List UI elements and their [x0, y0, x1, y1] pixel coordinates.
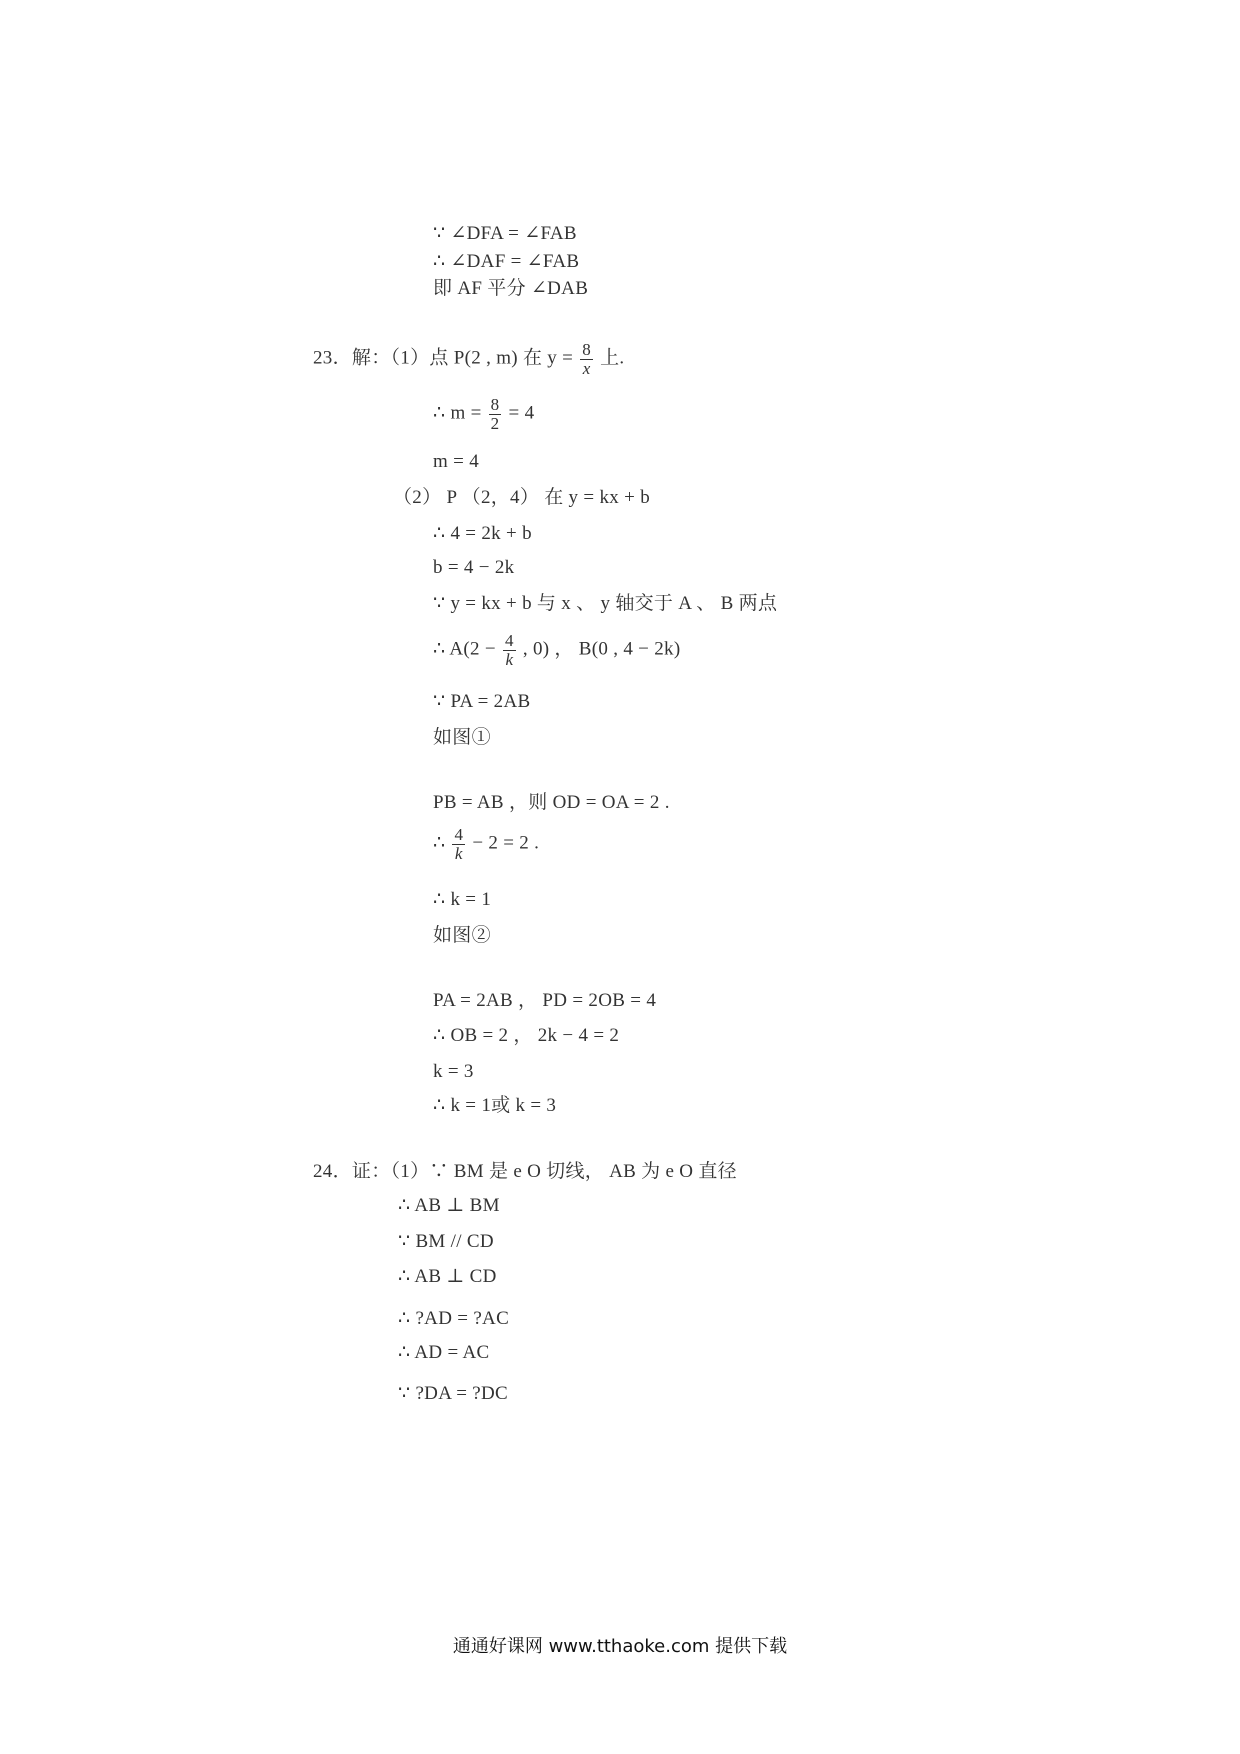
l11-fraction: [503, 632, 516, 669]
l5-pre: ∴ m =: [433, 402, 482, 424]
line-af-bisects-dab: 即 AF 平分 ∠DAB: [433, 278, 589, 299]
line-arc-ad-eq-ac: ∴ ?AD = ?AC: [398, 1308, 510, 1329]
line-m-eq-4: m = 4: [433, 451, 479, 472]
line-daf-eq-fab: ∴ ∠DAF = ∠FAB: [433, 251, 580, 272]
line-m-fraction: [433, 396, 534, 433]
q23-heading: [313, 341, 624, 378]
line-4-over-k: [433, 826, 539, 863]
line-k-conclusion: ∴ k = 1或 k = 3: [433, 1095, 557, 1116]
l15-frac-num: 4: [454, 825, 464, 844]
line-points-a-b: [433, 632, 680, 669]
l5-post: = 4: [508, 402, 535, 424]
q23-frac-den: x: [582, 358, 591, 378]
line-ab-perp-cd: ∴ AB ⊥ CD: [398, 1266, 497, 1287]
line-ab-perp-bm: ∴ AB ⊥ BM: [398, 1195, 500, 1216]
l11-frac-num: 4: [504, 631, 514, 650]
line-pa-pd: PA = 2AB ， PD = 2OB = 4: [433, 990, 657, 1011]
line-b-eq: b = 4 − 2k: [433, 557, 515, 578]
line-figure-1: 如图①: [433, 727, 491, 748]
line-ad-eq-ac: ∴ AD = AC: [398, 1342, 490, 1363]
l5-frac-num: 8: [490, 395, 500, 414]
q24-heading: 24．证：（1）∵ BM 是 e O 切线， AB 为 e O 直径: [313, 1161, 737, 1182]
line-bm-parallel-cd: ∵ BM // CD: [398, 1231, 494, 1252]
q23-part2: （2） P （2，4） 在 y = kx + b: [393, 487, 650, 508]
line-k-eq-1: ∴ k = 1: [433, 889, 492, 910]
l15-fraction: [452, 826, 465, 863]
l5-frac-den: 2: [490, 413, 500, 433]
q23-frac-num: 8: [582, 340, 592, 359]
l11-pre: ∴ A(2 −: [433, 638, 496, 660]
l11-post: , 0) ， B(0 , 4 − 2k): [522, 638, 681, 660]
line-dfa-eq-fab: ∵ ∠DFA = ∠FAB: [433, 223, 577, 244]
line-figure-2: 如图②: [433, 925, 491, 946]
line-pa-eq-2ab: ∵ PA = 2AB: [433, 691, 531, 712]
footer-credit: 通通好课网 www.tthaoke.com 提供下载: [452, 1636, 788, 1657]
q23-head-text: 23．解：（1）点 P(2 , m) 在 y =: [313, 347, 574, 369]
q23-tail: 上.: [600, 347, 625, 369]
q23-fraction: [580, 341, 593, 378]
line-pb-eq-ab: PB = AB ，则 OD = OA = 2 .: [433, 792, 670, 813]
l15-frac-den: k: [454, 843, 463, 863]
line-intersects: ∵ y = kx + b 与 x 、 y 轴交于 A 、 B 两点: [433, 593, 778, 614]
line-ob-eq-2: ∴ OB = 2 ， 2k − 4 = 2: [433, 1025, 620, 1046]
line-4-eq-2k-b: ∴ 4 = 2k + b: [433, 523, 532, 544]
l5-fraction: [489, 396, 502, 433]
l15-post: − 2 = 2 .: [472, 832, 540, 854]
l15-pre: ∴: [433, 832, 446, 854]
line-arc-da-eq-dc: ∵ ?DA = ?DC: [398, 1383, 509, 1404]
l11-frac-den: k: [505, 649, 514, 669]
line-k-eq-3: k = 3: [433, 1061, 474, 1082]
